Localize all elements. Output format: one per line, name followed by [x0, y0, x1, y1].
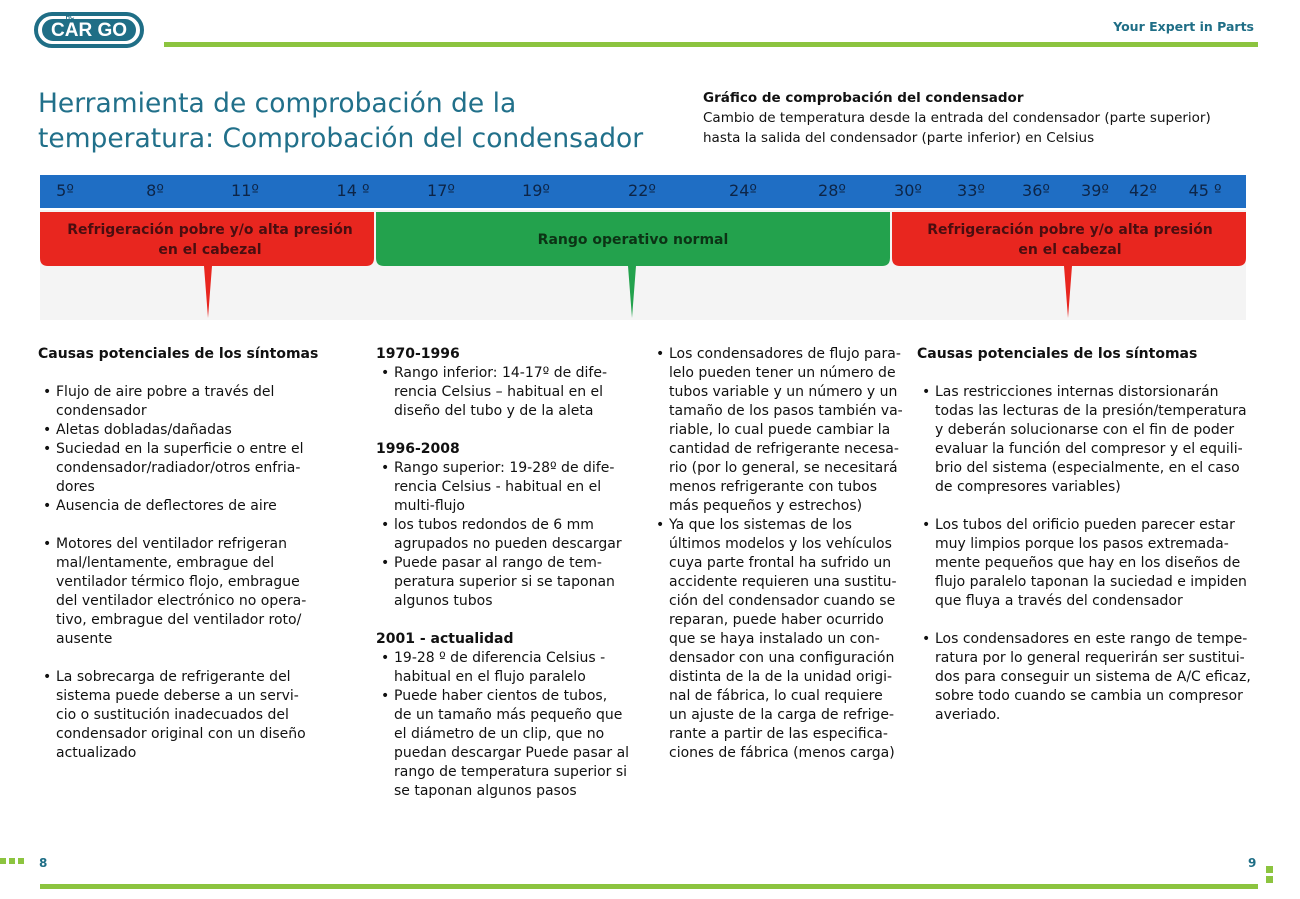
era-heading: 1970-1996	[376, 346, 460, 362]
bullet-line: cio o sustitución inadecuados del	[56, 707, 289, 723]
bullet-line: • Los condensadores en este rango de tempe-	[935, 631, 1248, 647]
bullet-item	[38, 535, 338, 649]
bullet-line: • Ausencia de deflectores de aire	[56, 498, 277, 514]
bullet-line: rio (por lo general, se necesitará	[669, 460, 898, 476]
bullet-item	[376, 554, 636, 611]
bullet-line: rante a partir de las especifica-	[669, 726, 888, 742]
bullet-line: • Rango superior: 19-28º de dife-	[394, 460, 615, 476]
bullet-line: cuya parte frontal ha sufrido un	[669, 555, 892, 571]
bullet-line: ción del condensador cuando se	[669, 593, 896, 609]
zone-normal-label: Rango operativo normal	[537, 232, 729, 248]
column-era-ranges	[376, 345, 636, 801]
bullet-line: • Puede haber cientos de tubos,	[394, 688, 608, 704]
tagline: Your Expert in Parts	[1113, 19, 1254, 34]
bullet-line: sistema puede deberse a un servi-	[56, 688, 299, 704]
bullet-line: • Aletas dobladas/dañadas	[56, 422, 232, 438]
bullet-line: accidente requieren una sustitu-	[669, 574, 897, 590]
bullet-item	[38, 383, 338, 421]
bullet-item	[376, 687, 636, 801]
bullet-line: condensador original con un diseño	[56, 726, 306, 742]
bullet-line: flujo paralelo taponan la suciedad e impiden	[935, 574, 1247, 590]
bullet-line: dores	[56, 479, 95, 495]
bullet-item	[38, 668, 338, 763]
column-causes-high	[917, 345, 1257, 725]
bullet-line: densador con una configuración	[669, 650, 895, 666]
bullet-line: distinta de la de la unidad origi-	[669, 669, 893, 685]
page-title	[38, 86, 678, 156]
footer-divider	[40, 884, 1258, 889]
bullet-line: sobre todo cuando se cambia un compresor	[935, 688, 1243, 704]
bullet-list	[376, 649, 636, 801]
temperature-tick-label: 30º	[894, 181, 922, 200]
temperature-scale-bar	[40, 175, 1246, 208]
temperature-tick-label: 22º	[628, 181, 656, 200]
zone-low-label-line2: en el cabezal	[158, 242, 262, 258]
bullet-line: • Puede pasar al rango de tem-	[394, 555, 602, 571]
page-title-line1: Herramienta de comprobación de la	[38, 88, 517, 119]
temperature-tick-label: 36º	[1022, 181, 1050, 200]
bullet-line: agrupados no pueden descargar	[394, 536, 622, 552]
bullet-item	[376, 516, 636, 554]
bullet-line: algunos tubos	[394, 593, 493, 609]
bullet-line: riable, lo cual puede cambiar la	[669, 422, 891, 438]
bullet-line: el diámetro de un clip, que no	[394, 726, 605, 742]
footer-decor-square	[9, 858, 15, 864]
temperature-tick-label: 42º	[1129, 181, 1157, 200]
bullet-list	[376, 459, 636, 611]
bullet-line: peratura superior si se taponan	[394, 574, 615, 590]
bullet-line: • 19-28 º de diferencia Celsius -	[394, 650, 606, 666]
bullet-line: lelo pueden tener un número de	[669, 365, 896, 381]
bullet-line: • Rango inferior: 14-17º de dife-	[394, 365, 608, 381]
bullet-line: dos para conseguir un sistema de A/C eficaz,	[935, 669, 1251, 685]
bullet-line: condensador/radiador/otros enfria-	[56, 460, 301, 476]
zone-high-label-line1: Refrigeración pobre y/o alta presión	[927, 222, 1213, 238]
bullet-line: se taponan algunos pasos	[394, 783, 577, 799]
bullet-line: tamaño de los pasos también va-	[669, 403, 903, 419]
zone-high-label	[902, 220, 1238, 260]
bullet-item	[917, 516, 1257, 611]
cargo-logo	[34, 10, 144, 50]
page-title-line2: temperatura: Comprobación del condensador	[38, 123, 644, 154]
temperature-tick-label: 8º	[146, 181, 164, 200]
chart-description-line2: hasta la salida del condensador (parte inferior) en Celsius	[703, 130, 1095, 146]
bullet-line: averiado.	[935, 707, 1001, 723]
bullet-line: de un tamaño más pequeño que	[394, 707, 623, 723]
page-number-left: 8	[39, 856, 48, 870]
bullet-line: ratura por lo general requerirán ser sustitui-	[935, 650, 1245, 666]
bullet-line: menos refrigerante con tubos	[669, 479, 878, 495]
bullet-list	[38, 535, 338, 649]
column-causes-low	[38, 345, 338, 763]
bullet-line: • los tubos redondos de 6 mm	[394, 517, 594, 533]
bullet-item	[651, 516, 911, 763]
column-parallel-flow	[651, 345, 911, 763]
temperature-tick-label: 17º	[427, 181, 455, 200]
bullet-line: un ajuste de la carga de refrige-	[669, 707, 895, 723]
bullet-line: todas las lecturas de la presión/temperatura	[935, 403, 1247, 419]
bullet-item	[376, 459, 636, 516]
page-number-right: 9	[1248, 856, 1257, 870]
bullet-line: ausente	[56, 631, 113, 647]
temperature-tick-label: 5º	[56, 181, 74, 200]
zones-area	[40, 210, 1246, 320]
footer-decor-square	[1266, 866, 1273, 873]
bullet-line: evaluar la función del compresor y el equili-	[935, 441, 1243, 457]
bullet-line: diseño del tubo y de la aleta	[394, 403, 594, 419]
bullet-line: • Los tubos del orificio pueden parecer estar	[935, 517, 1235, 533]
bullet-line: brio del sistema (especialmente, en el caso	[935, 460, 1240, 476]
bullet-line: ventilador térmico flojo, embrague	[56, 574, 300, 590]
footer-decor-square	[1266, 876, 1273, 883]
bullet-line: de compresores variables)	[935, 479, 1121, 495]
temperature-tick-label: 33º	[957, 181, 985, 200]
zone-low-label-line1: Refrigeración pobre y/o alta presión	[67, 222, 353, 238]
column-heading: Causas potenciales de los síntomas	[38, 346, 319, 362]
temperature-tick-label: 11º	[231, 181, 259, 200]
bullet-line: puedan descargar Puede pasar al	[394, 745, 630, 761]
bullet-line: rencia Celsius – habitual en el	[394, 384, 604, 400]
bullet-line: tubos variable y un número y un	[669, 384, 898, 400]
footer-decor-square	[18, 858, 24, 864]
bullet-line: • Los condensadores de flujo para-	[669, 346, 901, 362]
bullet-line: que se haya instalado un con-	[669, 631, 880, 647]
bullet-line: mal/lentamente, embrague del	[56, 555, 275, 571]
bullet-line: multi-flujo	[394, 498, 465, 514]
bullet-item	[38, 497, 338, 516]
bullet-list	[917, 516, 1257, 611]
bullet-list	[917, 630, 1257, 725]
bullet-list	[917, 383, 1257, 497]
bullet-line: actualizado	[56, 745, 137, 761]
zone-normal-range	[376, 212, 890, 318]
bullet-list	[376, 364, 636, 421]
zone-low-label	[50, 220, 370, 260]
bullet-line: del ventilador electrónico no opera-	[56, 593, 307, 609]
bullet-line: que fluya a través del condensador	[935, 593, 1183, 609]
temperature-tick-label: 28º	[818, 181, 846, 200]
bullet-item	[651, 345, 911, 516]
bullet-line: • Suciedad en la superficie o entre el	[56, 441, 304, 457]
era-heading: 1996-2008	[376, 441, 460, 457]
bullet-line: más pequeños y estrechos)	[669, 498, 863, 514]
bullet-item	[376, 649, 636, 687]
bullet-line: nal de fábrica, lo cual requiere	[669, 688, 883, 704]
bullet-line: y deberán solucionarse con el fin de poder	[935, 422, 1235, 438]
bullet-line: últimos modelos y los vehículos	[669, 536, 892, 552]
chart-title: Gráfico de comprobación del condensador	[703, 90, 1024, 106]
bullet-line: cantidad de refrigerante necesa-	[669, 441, 899, 457]
zone-high-label-line2: en el cabezal	[1018, 242, 1122, 258]
bullet-line: reparan, puede haber ocurrido	[669, 612, 884, 628]
footer-decor-square	[0, 858, 6, 864]
bullet-item	[917, 383, 1257, 497]
era-heading: 2001 - actualidad	[376, 631, 514, 647]
bullet-line: rencia Celsius - habitual en el	[394, 479, 602, 495]
bullet-line: rango de temperatura superior si	[394, 764, 628, 780]
chart-heading	[703, 88, 1263, 148]
bullet-line: • Flujo de aire pobre a través del	[56, 384, 275, 400]
bullet-line: ciones de fábrica (menos carga)	[669, 745, 895, 761]
column-heading: Causas potenciales de los síntomas	[917, 346, 1198, 362]
bullet-list	[38, 668, 338, 763]
bullet-line: • Motores del ventilador refrigeran	[56, 536, 287, 552]
temperature-tick-label: 45 º	[1188, 181, 1222, 200]
temperature-tick-label: 39º	[1081, 181, 1109, 200]
logo-text: CAR GO	[51, 20, 127, 41]
bullet-item	[917, 630, 1257, 725]
bullet-item	[38, 440, 338, 497]
temperature-tick-label: 19º	[522, 181, 550, 200]
bullet-line: tivo, embrague del ventilador roto/	[56, 612, 302, 628]
temperature-tick-label: 14 º	[336, 181, 370, 200]
bullet-item	[38, 421, 338, 440]
bullet-line: muy limpios porque los pasos extremada-	[935, 536, 1229, 552]
bullet-line: habitual en el flujo paralelo	[394, 669, 586, 685]
bullet-line: • Ya que los sistemas de los	[669, 517, 852, 533]
bullet-list	[38, 383, 338, 516]
bullet-item	[376, 364, 636, 421]
bullet-line: mente pequeños que hay en los diseños de	[935, 555, 1241, 571]
logo-prefix: HC	[65, 15, 75, 21]
bullet-list	[651, 345, 911, 763]
temperature-tick-label: 24º	[729, 181, 757, 200]
bullet-line: • Las restricciones internas distorsionarán	[935, 384, 1219, 400]
bullet-line: • La sobrecarga de refrigerante del	[56, 669, 291, 685]
bullet-line: condensador	[56, 403, 147, 419]
chart-description-line1: Cambio de temperatura desde la entrada del condensador (parte superior)	[703, 110, 1211, 126]
header-divider	[164, 42, 1258, 47]
